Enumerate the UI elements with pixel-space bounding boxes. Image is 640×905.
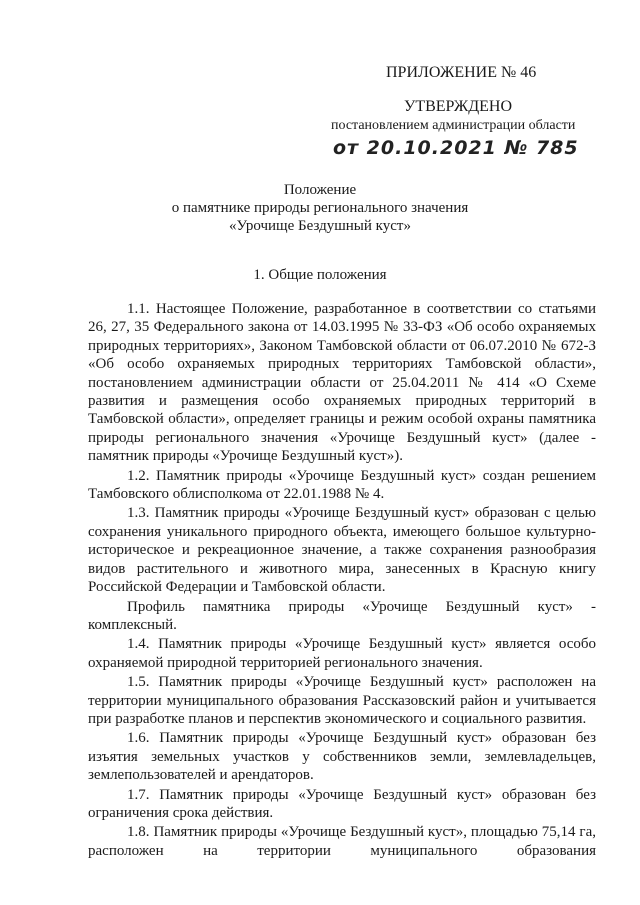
- signature-text: от 20.10.2021 № 785: [333, 137, 579, 159]
- doc-title-line2: о памятнике природы регионального значения: [171, 200, 469, 216]
- paragraph-1-3: 1.3. Памятник природы «Урочище Бездушный куст» образован с целью сохранения уникального природного объекта, имеющего большое культурно-историческое и рекреационное значение, а также сохранения разнообразия видов растительного и животного мира, занесенных в Красную книгу Российской Федерации и Тамбовской области.: [88, 505, 596, 596]
- handwritten-date-signature: [331, 130, 581, 164]
- section-heading: 1. Общие положения: [253, 267, 387, 283]
- paragraph-1-7: 1.7. Памятник природы «Урочище Бездушный куст» образован без ограничения срока действия.: [88, 786, 596, 821]
- paragraph-1-6: 1.6. Памятник природы «Урочище Бездушный куст» образован без изъятия земельных участков у собственников земли, землевладельцев, землепользователей и арендаторов.: [88, 730, 596, 784]
- appendix-number: ПРИЛОЖЕНИЕ № 46: [386, 64, 537, 81]
- doc-title-line1: Положение: [283, 182, 357, 198]
- paragraph-1-4: 1.4. Памятник природы «Урочище Бездушный куст» является особо охраняемой природной территорией регионального значения.: [88, 636, 596, 671]
- document-body: [88, 300, 596, 860]
- doc-title-line3: «Урочище Бездушный куст»: [229, 218, 411, 234]
- paragraph-1-8: 1.8. Памятник природы «Урочище Бездушный куст», площадью 75,14 га, расположен на территории муниципального образования: [88, 824, 596, 859]
- paragraph-1-5: 1.5. Памятник природы «Урочище Бездушный куст» расположен на территории муниципального образования Рассказовский район и учитывается при разработке планов и перспектив экономического и социального развития.: [88, 674, 596, 727]
- paragraph-1-1: 1.1. Настоящее Положение, разработанное в соответствии со статьями 26, 27, 35 Федерального закона от 14.03.1995 № 33-ФЗ «Об особо охраняемых природных территориях», Законом Тамбовской области от 06.07.2010 № 672-З «Об особо охраняемых природных территориях Тамбовской области», постановлением администрации области от 25.04.2011 № 414 «О Схеме развития и размещения особо охраняемых природных территорий в Тамбовской области», определяет границы и режим особой охраны памятника природы регионального значения «Урочище Бездушный куст» (далее - памятник природы «Урочище Бездушный куст»).: [88, 301, 596, 465]
- decree-line: постановлением администрации области: [331, 118, 576, 133]
- approved-stamp: УТВЕРЖДЕНО: [404, 98, 513, 115]
- paragraph-1-2: 1.2. Памятник природы «Урочище Бездушный куст» создан решением Тамбовского облисполкома от 22.01.1988 № 4.: [88, 467, 596, 503]
- paragraph-profile: Профиль памятника природы «Урочище Бездушный куст» - комплексный.: [88, 598, 596, 633]
